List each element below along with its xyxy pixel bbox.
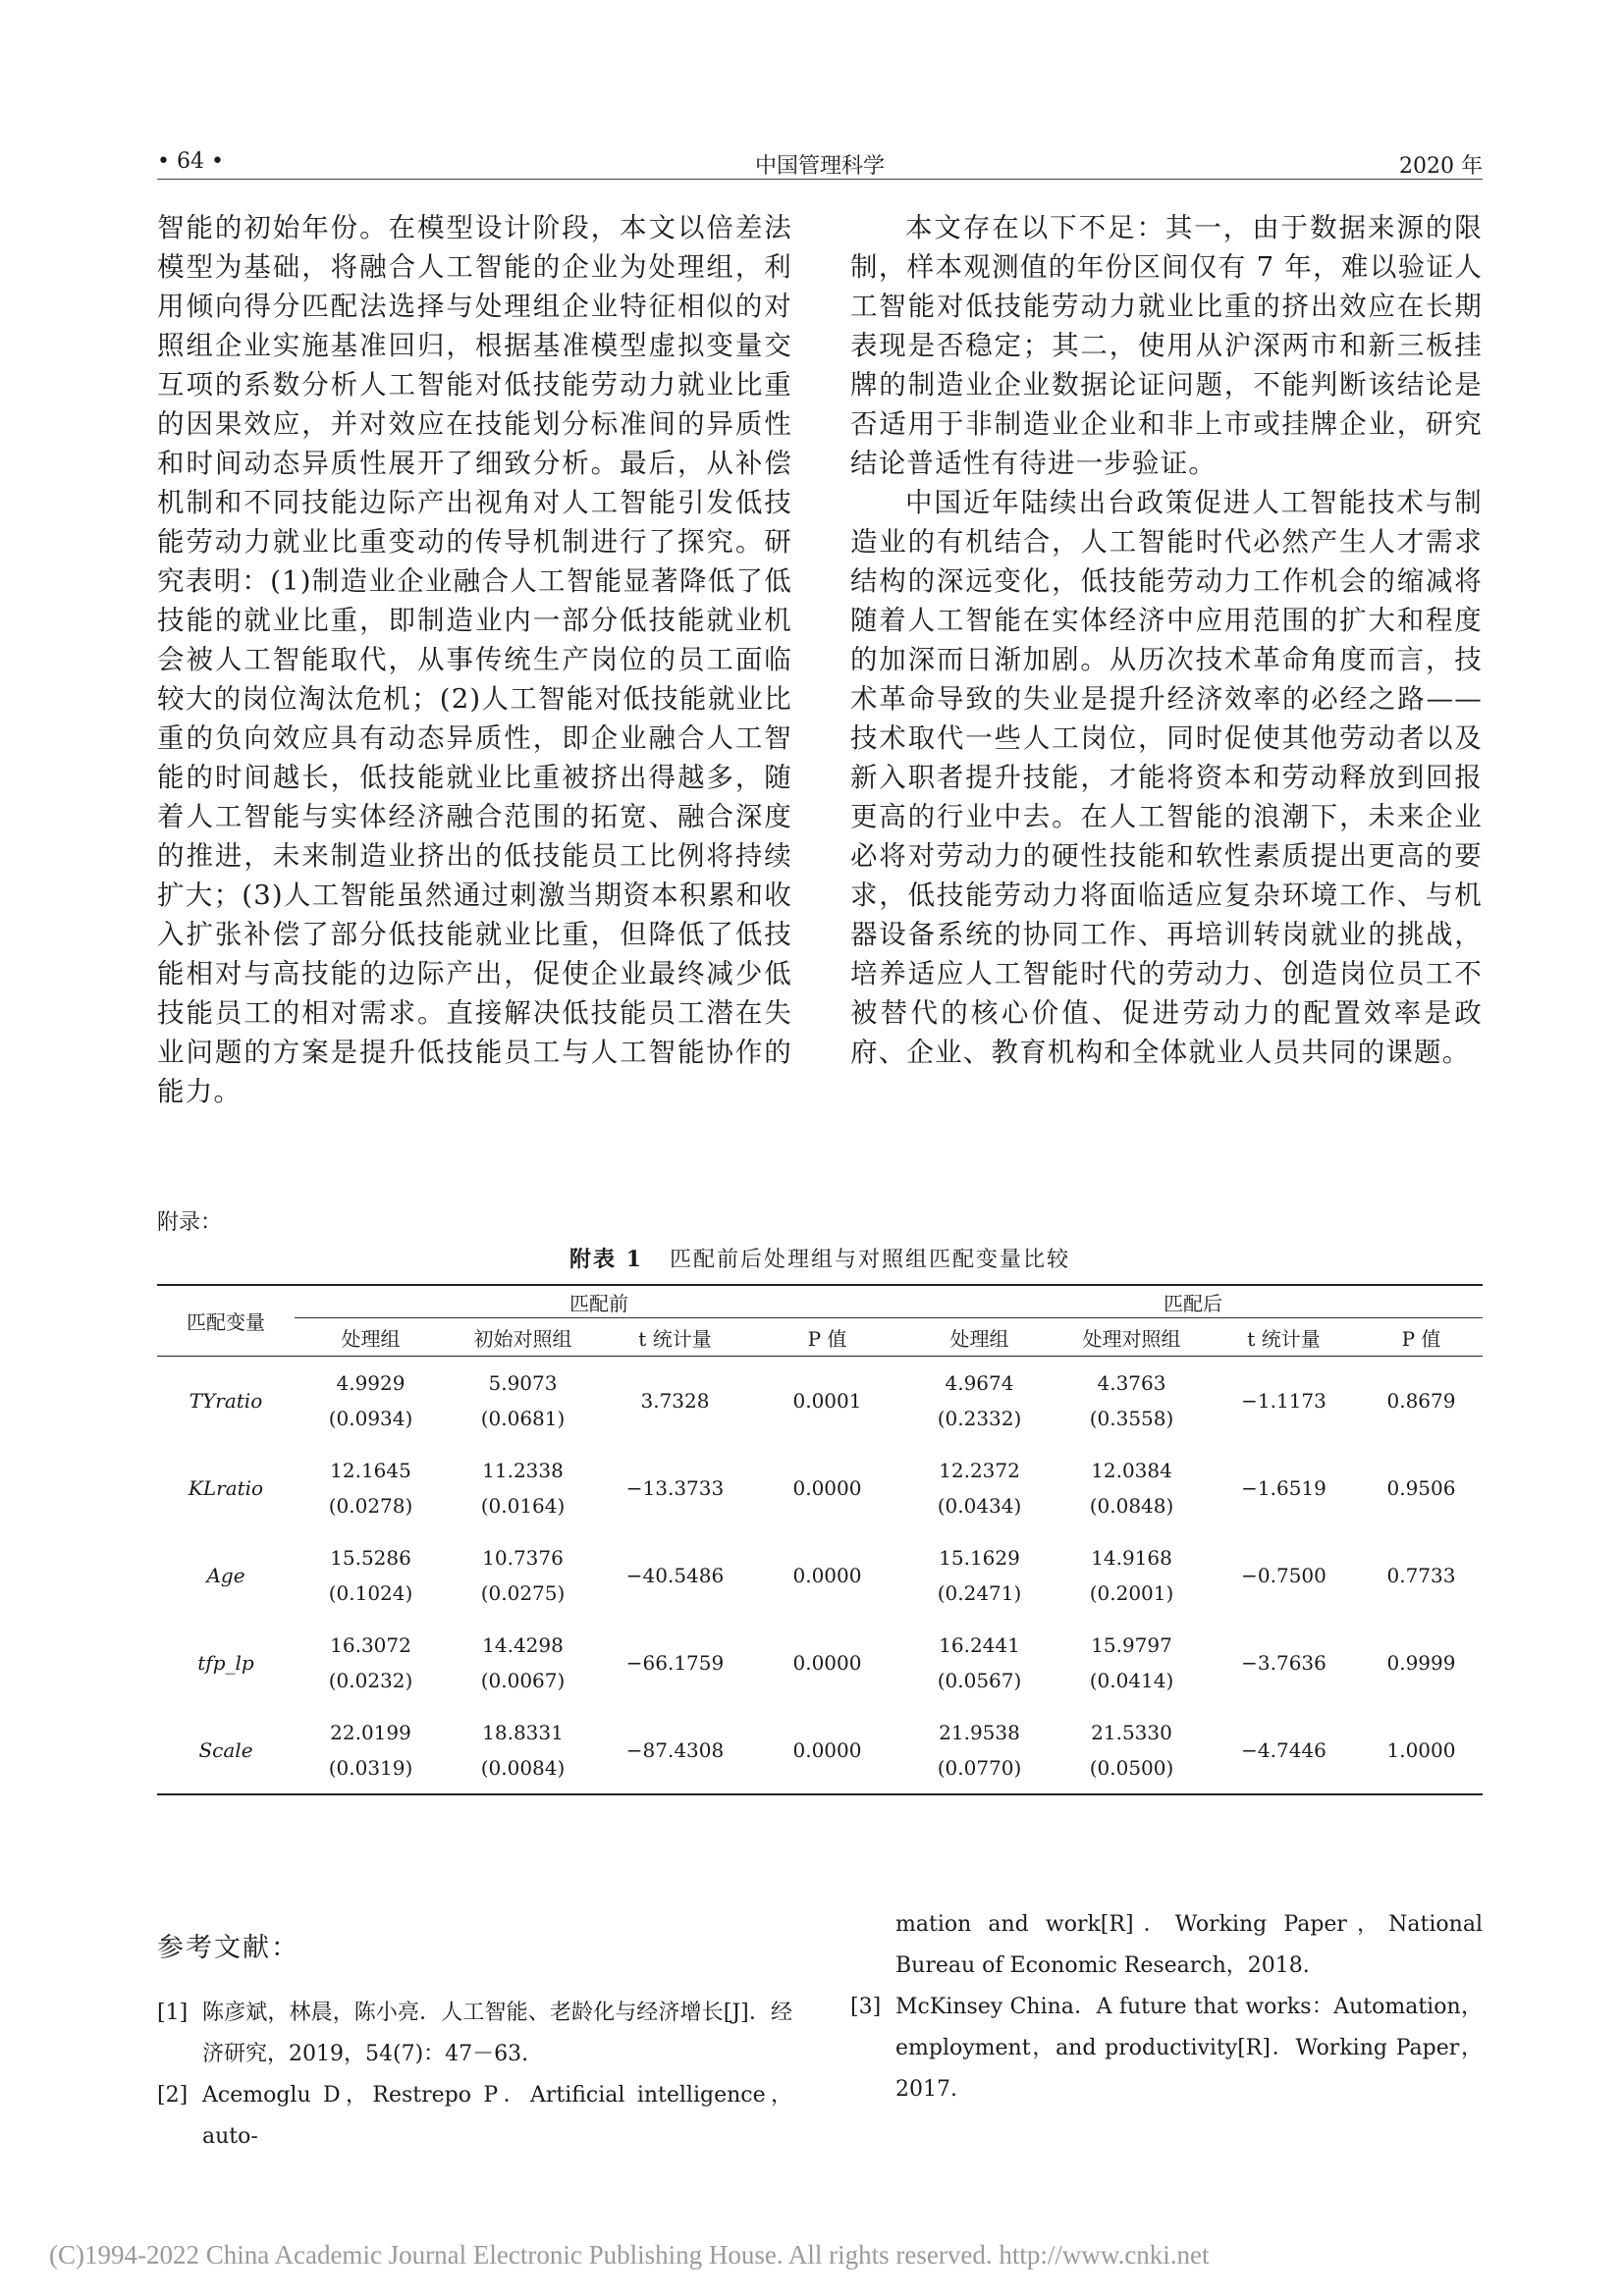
table-cell: 0.8679 [1386, 1388, 1456, 1413]
table-cell: 0.0000 [792, 1475, 862, 1500]
variable-name: Scale [157, 1706, 295, 1794]
table-cell: 12.0384 (0.0848) [1089, 1458, 1174, 1518]
table-cell: 10.7376 (0.0275) [480, 1545, 566, 1605]
reference-number: [1] [157, 2001, 189, 2025]
variable-name: TYratio [189, 1388, 263, 1413]
group-header-before: 匹配前 [295, 1285, 903, 1318]
table-cell: 1.0000 [1360, 1706, 1483, 1794]
table-cell: −0.7500 [1241, 1563, 1326, 1587]
table-cell: 5.9073 (0.0681) [480, 1370, 566, 1430]
reference-text: McKinsey China．A future that works：Automation，employment，and productivity[R]．Working Paper，2017. [895, 1995, 1483, 2102]
table-cell: 21.9538 (0.0770) [903, 1706, 1056, 1794]
table-row [157, 1531, 1483, 1619]
table-cell: 12.1645 (0.0278) [328, 1458, 413, 1518]
reference-item [850, 1987, 1483, 2110]
references-title: 参考文献： [157, 1933, 299, 1963]
reference-text: Acemoglu D，Restrepo P．Artificial intelligence，auto- [202, 2083, 792, 2149]
matching-comparison-table [157, 1284, 1483, 1795]
col-header-variable: 匹配变量 [157, 1285, 295, 1357]
table-cell: 0.9999 [1386, 1650, 1456, 1675]
table-cell: 3.7328 [640, 1388, 710, 1413]
table-cell: 0.0000 [792, 1650, 862, 1675]
reference-continuation: mation and work[R]．Working Paper，National Bureau of Economic Research，2018. [895, 1912, 1483, 1978]
reference-item [157, 2075, 792, 2158]
sub-header: 初始对照组 [447, 1318, 599, 1357]
table-cell: 11.2338 (0.0164) [480, 1458, 566, 1518]
reference-text: 陈彦斌，林晨，陈小亮．人工智能、老龄化与经济增长[J]．经济研究，2019，54(7)：47－63. [202, 2001, 792, 2066]
table-cell: 21.5330 (0.0500) [1056, 1706, 1208, 1794]
table-cell: 0.7733 [1386, 1563, 1456, 1587]
reference-number: [3] [850, 1995, 882, 2019]
variable-name: tfp_lp [197, 1650, 254, 1675]
table-row [157, 1444, 1483, 1531]
table-row [157, 1706, 1483, 1794]
table-row [157, 1357, 1483, 1445]
table-cell: −66.1759 [625, 1650, 725, 1675]
copyright-footer: (C)1994-2022 China Academic Journal Electronic Publishing House. All rights reserved. http://www.cnki.net [49, 2240, 1210, 2269]
table-caption [157, 1243, 1483, 1273]
table-cell: −1.6519 [1241, 1475, 1326, 1500]
page-header [157, 149, 1483, 180]
conclusion-paragraph: 智能的初始年份。在模型设计阶段，本文以倍差法模型为基础，将融合人工智能的企业为处理组，利用倾向得分匹配法选择与处理组企业特征相似的对照组企业实施基准回归，根据基准模型虚拟变量交互项的系数分析人工智能对低技能劳动力就业比重的因果效应，并对效应在技能划分标准间的异质性和时间动态异质性展开了细致分析。最后，从补偿机制和不同技能边际产出视角对人工智能引发低技能劳动力就业比重变动的传导机制进行了探究。研究表明：(1)制造业企业融合人工智能显著降低了低技能的就业比重，即制造业内一部分低技能就业机会被人工智能取代，从事传统生产岗位的员工面临较大的岗位淘汰危机；(2)人工智能对低技能就业比重的负向效应具有动态异质性，即企业融合人工智能的时间越长，低技能就业比重被挤出得越多，随着人工智能与实体经济融合范围的拓宽、融合深度的推进，未来制造业挤出的低技能员工比例将持续扩大；(3)人工智能虽然通过刺激当期资本积累和收入扩张补偿了部分低技能就业比重，但降低了低技能相对与高技能的边际产出，促使企业最终减少低技能员工的相对需求。直接解决低技能员工潜在失业问题的方案是提升低技能员工与人工智能协作的能力。 [157, 212, 792, 1107]
sub-header: 处理组 [903, 1318, 1056, 1357]
table-cell: −13.3733 [625, 1475, 725, 1500]
table-cell: −87.4308 [599, 1706, 751, 1794]
table-cell: 16.3072 (0.0232) [328, 1632, 413, 1692]
left-column [157, 208, 792, 1111]
table-cell: 15.9797 (0.0414) [1089, 1632, 1174, 1692]
table-cell: 0.0000 [792, 1563, 862, 1587]
references-right [850, 1904, 1483, 2110]
table-cell: 4.3763 (0.3558) [1089, 1370, 1174, 1430]
table-cell: 4.9929 (0.0934) [328, 1370, 413, 1430]
table-cell: 0.9506 [1386, 1475, 1456, 1500]
table-cell: 4.9674 (0.2332) [937, 1370, 1022, 1430]
variable-name: KLratio [188, 1475, 264, 1500]
table-cell: 14.9168 (0.2001) [1089, 1545, 1174, 1605]
references-left [157, 1993, 792, 2158]
table-cell: −40.5486 [625, 1563, 725, 1587]
reference-number: [2] [157, 2083, 189, 2108]
group-header-after: 匹配后 [903, 1285, 1483, 1318]
sub-header: 处理对照组 [1056, 1318, 1208, 1357]
variable-name: Age [206, 1563, 245, 1587]
appendix-label: 附录： [157, 1210, 223, 1235]
table-cell: −4.7446 [1208, 1706, 1360, 1794]
sub-header: t 统计量 [1208, 1318, 1360, 1357]
table-cell: 0.0000 [751, 1706, 903, 1794]
issue-year: 2020 年 [1399, 154, 1483, 179]
policy-paragraph: 中国近年陆续出台政策促进人工智能技术与制造业的有机结合，人工智能时代必然产生人才需求结构的深远变化，低技能劳动力工作机会的缩减将随着人工智能在实体经济中应用范围的扩大和程度的加深而日渐加剧。从历次技术革命角度而言，技术革命导致的失业是提升经济效率的必经之路——技术取代一些人工岗位，同时促使其他劳动者以及新入职者提升技能，才能将资本和劳动释放到回报更高的行业中去。在人工智能的浪潮下，未来企业必将对劳动力的硬性技能和软性素质提出更高的要求，低技能劳动力将面临适应复杂环境工作、与机器设备系统的协同工作、再培训转岗就业的挑战，培养适应人工智能时代的劳动力、创造岗位员工不被替代的核心价值、促进劳动力的配置效率是政府、企业、教育机构和全体就业人员共同的课题。 [850, 487, 1483, 1068]
table-cell: 22.0199 (0.0319) [295, 1706, 447, 1794]
table-cell: 14.4298 (0.0067) [480, 1632, 566, 1692]
table-caption-number: 附表 1 [569, 1247, 643, 1272]
page-number: • 64 • [157, 149, 224, 174]
limitations-paragraph: 本文存在以下不足：其一，由于数据来源的限制，样本观测值的年份区间仅有 7 年，难以验证人工智能对低技能劳动力就业比重的挤出效应在长期表现是否稳定；其二，使用从沪深两市和新三板挂牌的制造业企业数据论证问题，不能判断该结论是否适用于非制造业企业和非上市或挂牌企业，研究结论普适性有待进一步验证。 [850, 212, 1483, 479]
table-cell: −3.7636 [1241, 1650, 1326, 1675]
sub-header: t 统计量 [599, 1318, 751, 1357]
table-cell: −1.1173 [1241, 1388, 1326, 1413]
sub-header: P 值 [1360, 1318, 1483, 1357]
table-cell: 16.2441 (0.0567) [937, 1632, 1022, 1692]
table-row [157, 1619, 1483, 1706]
right-column [850, 208, 1483, 1072]
table-cell: 0.0001 [792, 1388, 862, 1413]
table-caption-text: 匹配前后处理组与对照组匹配变量比较 [669, 1248, 1070, 1272]
table-cell: 18.8331 (0.0084) [447, 1706, 599, 1794]
table-cell: 15.5286 (0.1024) [328, 1545, 413, 1605]
table-cell: 15.1629 (0.2471) [937, 1545, 1022, 1605]
sub-header: 处理组 [295, 1318, 447, 1357]
table-cell: 12.2372 (0.0434) [937, 1458, 1022, 1518]
sub-header: P 值 [751, 1318, 903, 1357]
journal-title: 中国管理科学 [754, 154, 885, 179]
reference-item [157, 1993, 792, 2075]
